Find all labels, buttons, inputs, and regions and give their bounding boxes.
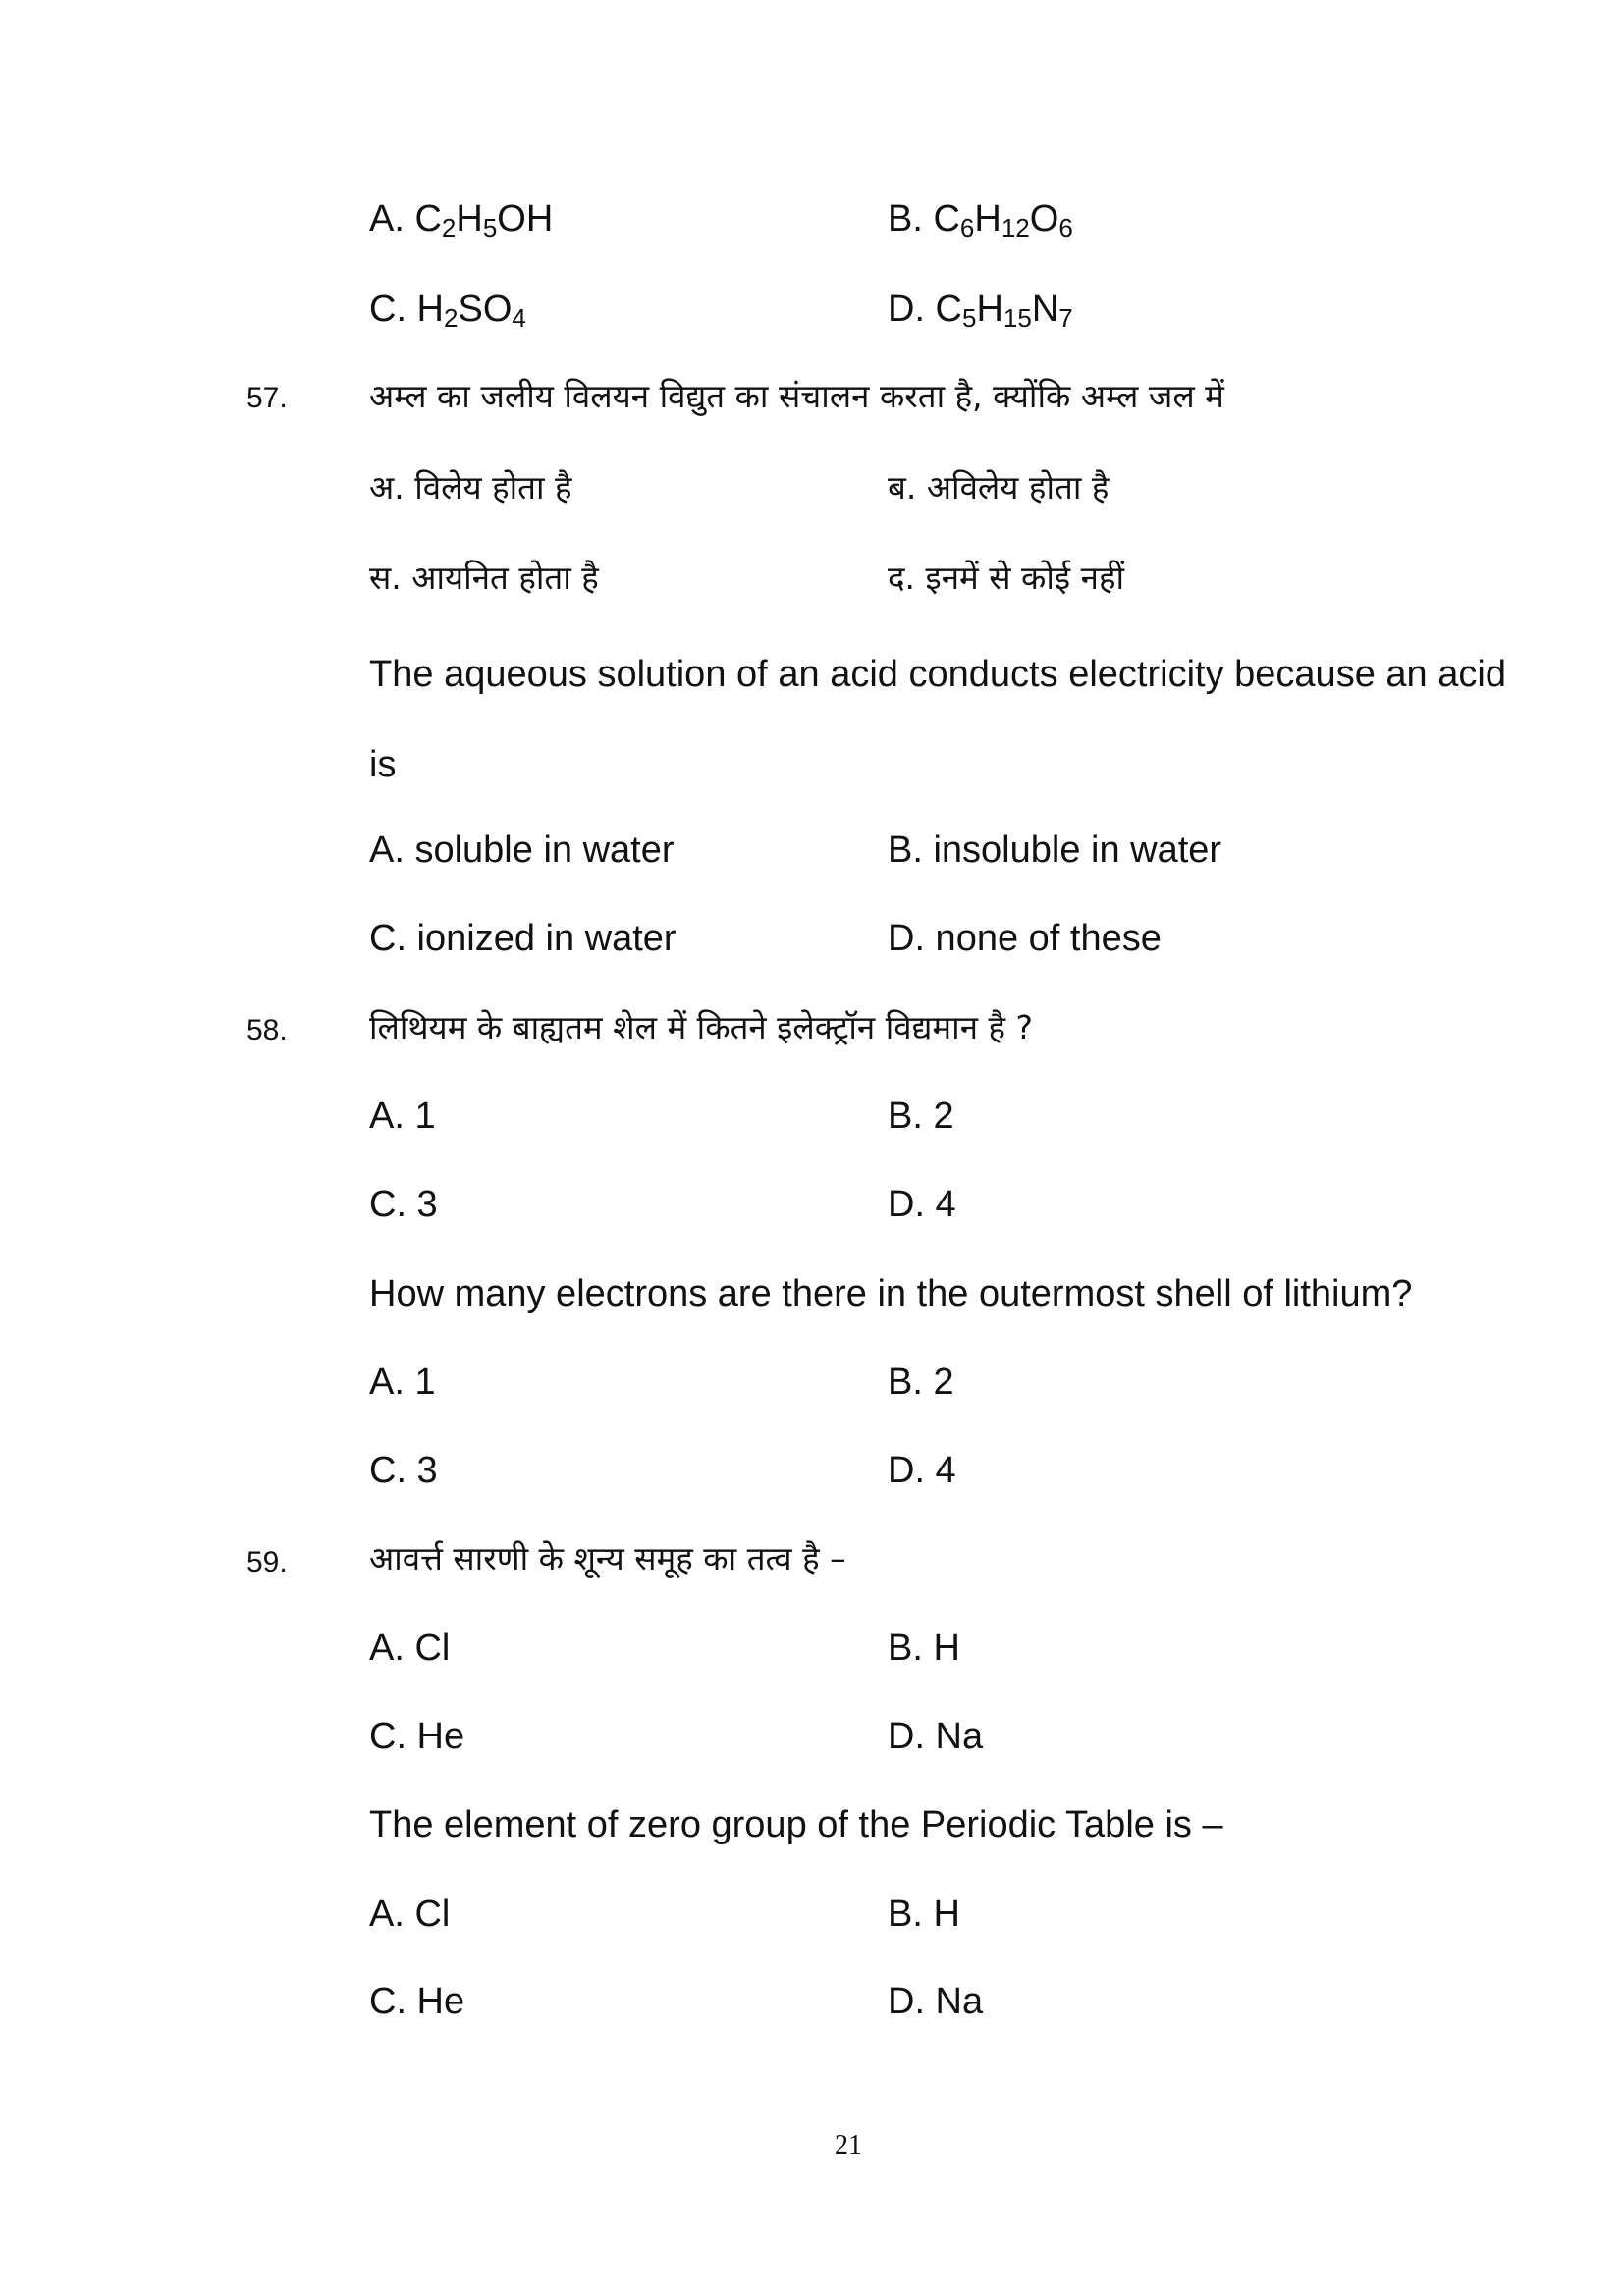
q58-number: 58. — [246, 1014, 288, 1046]
page-number: 21 — [835, 2130, 862, 2161]
q59-hindi-option-b: B. H — [888, 1628, 960, 1669]
q59-hindi-option-c: C. He — [369, 1716, 465, 1757]
q58-english-option-b: B. 2 — [888, 1362, 954, 1403]
q57-hindi-option-c: स. आयनित होता है — [369, 559, 599, 597]
q56-option-b: B. $C_6H_{12}O_6$ — [888, 198, 1073, 242]
q56-option-c: C. $H_2SO_4$ — [369, 289, 526, 333]
q58-hindi-option-b: B. 2 — [888, 1095, 954, 1137]
q58-hindi-option-a: A. 1 — [369, 1095, 436, 1137]
q58-english-stem: How many electrons are there in the outermost shell of lithium? — [369, 1273, 1413, 1314]
q59-hindi-option-d: D. Na — [888, 1716, 984, 1757]
q57-english-stem: The aqueous solution of an acid conducts electricity because an acid is — [369, 654, 1506, 785]
q59-hindi-stem: आवर्त्त सारणी के शून्य समूह का तत्व है – — [369, 1539, 846, 1577]
q59-english-option-c: C. He — [369, 1981, 465, 2022]
q57-hindi-stem: अम्ल का जलीय विलयन विद्युत का संचालन करता है, क्योंकि अम्ल जल में — [369, 377, 1224, 415]
q59-hindi-option-a: A. Cl — [369, 1628, 451, 1669]
q59-english-stem: The element of zero group of the Periodic Table is – — [369, 1804, 1223, 1845]
q59-number: 59. — [246, 1546, 288, 1578]
q58-english-option-d: D. 4 — [888, 1450, 956, 1491]
q58-english-option-c: C. 3 — [369, 1450, 438, 1491]
q57-hindi-option-a: अ. विलेय होता है — [369, 468, 572, 507]
q58-hindi-option-c: C. 3 — [369, 1184, 438, 1225]
q57-hindi-option-b: ब. अविलेय होता है — [888, 468, 1110, 507]
q57-english-option-d: D. none of these — [888, 918, 1162, 959]
q57-number: 57. — [246, 382, 288, 414]
q57-hindi-option-d: द. इनमें से कोई नहीं — [888, 559, 1125, 597]
q57-english-option-a: A. soluble in water — [369, 829, 675, 871]
q59-english-option-b: B. H — [888, 1894, 960, 1935]
q59-english-option-a: A. Cl — [369, 1894, 451, 1935]
q57-english-option-b: B. insoluble in water — [888, 829, 1222, 871]
q58-hindi-stem: लिथियम के बाह्यतम शेल में कितने इलेक्ट्रॉन विद्यमान है ? — [369, 1008, 1034, 1046]
q58-english-option-a: A. 1 — [369, 1362, 436, 1403]
q58-hindi-option-d: D. 4 — [888, 1184, 956, 1225]
q57-english-option-c: C. ionized in water — [369, 918, 677, 959]
q59-english-option-d: D. Na — [888, 1981, 984, 2022]
q56-option-d: D. $C_5H_{15}N_7$ — [888, 289, 1073, 333]
q56-option-a: A. $C_2H_5OH$ — [369, 198, 554, 242]
